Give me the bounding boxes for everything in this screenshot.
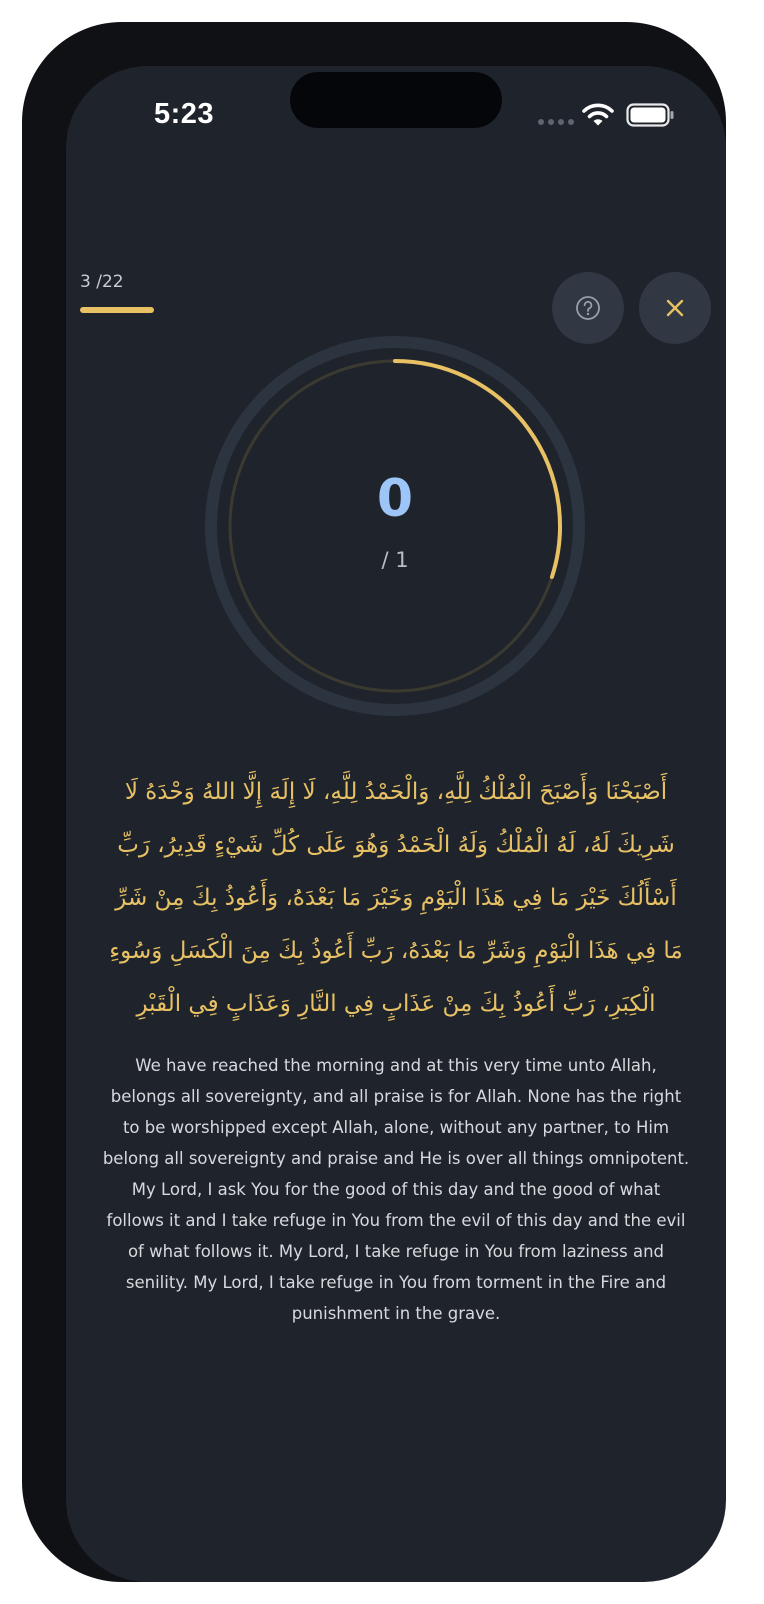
battery-icon (626, 103, 676, 127)
tap-counter[interactable] (202, 333, 588, 719)
count-target: / 1 (381, 548, 409, 572)
phone-frame (22, 22, 726, 1582)
close-icon (664, 297, 686, 319)
dhikr-translation: We have reached the morning and at this very time unto Allah, belongs all sovereignty, and all praise is for Allah. None has the right to be worshipped except Allah, alone, without any partner, to Him belong all sovereignty and praise and He is over all things omnipotent. My Lord, I ask You for the good of this day and the good of what follows it and I take refuge in You from the evil of this day and the evil of what follows it. My Lord, I take refuge in You from laziness and senility. My Lord, I take refuge in You from torment in the Fire and punishment in the grave. (102, 1056, 690, 1323)
wifi-icon (582, 102, 614, 128)
close-button[interactable] (639, 272, 711, 344)
question-circle-icon (575, 295, 601, 321)
dhikr-arabic-text: أَصْبَحْنَا وَأَصْبَحَ الْمُلْكُ لِلَّهِ، وَالْحَمْدُ لِلَّهِ، لَا إِلَهَ إِلَّا اللهُ وَحْدَهُ لَا شَرِيكَ لَهُ، لَهُ الْمُلْكُ وَلَهُ الْحَمْدُ وَهُوَ عَلَى كُلِّ شَيْءٍ قَدِيرُ، رَبِّ أَسْأَلُكَ خَيْرَ مَا فِي هَذَا الْيَوْمِ وَخَيْرَ مَا بَعْدَهُ، وَأَعُوذُ بِكَ مِنْ شَرِّ مَا فِي هَذَا الْيَوْمِ وَشَرِّ مَا بَعْدَهُ، رَبِّ أَعُوذُ بِكَ مِنَ الْكَسَلِ وَسُوءِ الْكِبَرِ، رَبِّ أَعُوذُ بِكَ مِنْ عَذَابٍ فِي النَّارِ وَعَذَابٍ فِي الْقَبْرِ (109, 779, 683, 1017)
app-screen (66, 66, 726, 1582)
status-time: 5:23 (154, 98, 215, 130)
dynamic-island (290, 72, 502, 128)
count-value: 0 (376, 469, 414, 529)
progress-bar (80, 307, 154, 313)
progress-counter: 3 /22 (80, 272, 124, 292)
cellular-signal-icon (538, 119, 574, 127)
